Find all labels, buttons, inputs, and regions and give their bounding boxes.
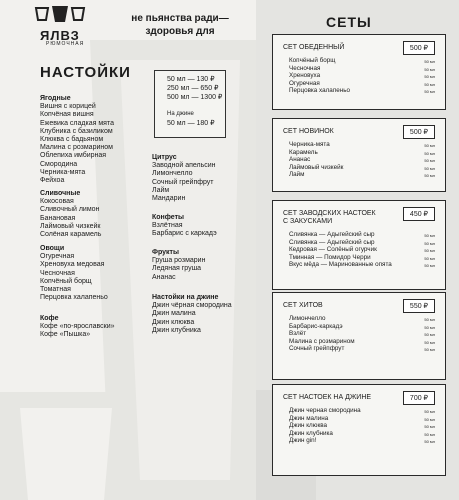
set-item-volume: 50 мл xyxy=(424,263,435,269)
set-item-volume: 50 мл xyxy=(424,81,435,87)
set-card xyxy=(272,384,446,476)
set-item: Сливянка — Адыгейский сыр 50 мл xyxy=(289,238,435,246)
brand-subtitle: РЮМОЧНАЯ xyxy=(46,41,85,47)
set-item-volume: 50 мл xyxy=(424,431,435,437)
category-item: Банановая xyxy=(40,214,76,222)
set-item: Сливянка — Адыгейский сыр 50 мл xyxy=(289,231,435,238)
category-item: Кокосовая xyxy=(40,198,74,206)
set-item: Сочный грейпфрут 50 мл xyxy=(289,345,435,353)
category-item: Заводной апельсин xyxy=(152,162,216,170)
category-item: Сливочный лимон xyxy=(40,206,100,214)
set-title: СЕТ ОБЕДЕННЫЙ xyxy=(283,44,345,51)
set-item-volume: 50 мл xyxy=(424,424,435,430)
set-item: Огуречная 50 мл xyxy=(289,79,435,87)
set-items xyxy=(289,57,435,95)
set-item: Тминная — Помидор Черри 50 мл xyxy=(289,253,435,261)
category-item: Малина с розмарином xyxy=(40,144,113,152)
set-title: СЕТ ХИТОВ xyxy=(283,302,323,309)
category-item: Облепиха имбирная xyxy=(40,152,107,160)
set-item: Кедровая — Солёный огурчик 50 мл xyxy=(289,246,435,254)
sets-title: СЕТЫ xyxy=(326,14,372,30)
set-item-volume: 50 мл xyxy=(424,416,435,422)
set-item-volume: 50 мл xyxy=(424,324,435,330)
logo xyxy=(12,6,112,50)
category-item: Клюква с бадьяном xyxy=(40,136,104,144)
category-title: Кофе xyxy=(40,315,59,322)
category-item: Копчёный борщ xyxy=(40,277,92,285)
category-item: Кофе «Пышка» xyxy=(40,331,91,339)
set-price: 500 ₽ xyxy=(403,41,435,55)
price-box: 50 мл — 130 ₽ 250 мл — 650 ₽ 500 мл — 1300 ₽ На джине 50 мл — 180 ₽ xyxy=(154,70,226,138)
category-item: Чесночная xyxy=(40,269,75,277)
category-item: Взлётная xyxy=(152,222,183,230)
set-item: Хреновуха 50 мл xyxy=(289,72,435,80)
set-item-volume: 50 мл xyxy=(424,165,435,171)
set-item-volume: 50 мл xyxy=(424,233,435,238)
set-price: 450 ₽ xyxy=(403,207,435,221)
category-item: Ананас xyxy=(152,273,176,281)
set-items xyxy=(289,315,435,353)
category-7 xyxy=(152,294,232,335)
category-2 xyxy=(40,245,108,302)
category-item: Черника-мята xyxy=(40,168,86,176)
category-item: Клубника с базиликом xyxy=(40,127,113,135)
set-items xyxy=(289,141,435,179)
set-item-volume: 50 мл xyxy=(424,158,435,164)
set-item-volume: 50 мл xyxy=(424,409,435,414)
set-item: Перцовка халапеньо 50 мл xyxy=(289,87,435,95)
set-item-volume: 50 мл xyxy=(424,332,435,338)
category-item: Огуречная xyxy=(40,253,75,261)
set-items xyxy=(289,231,435,269)
corner-decoration xyxy=(0,392,130,500)
set-item-volume: 50 мл xyxy=(424,240,435,246)
category-item: Джин клубника xyxy=(152,326,201,334)
set-title: СЕТ НАСТОЕК НА ДЖИНЕ xyxy=(283,394,372,401)
set-card xyxy=(272,34,446,110)
set-item: Ананас 50 мл xyxy=(289,156,435,164)
logo-glasses-icon xyxy=(34,6,94,28)
category-item: Джин клюква xyxy=(152,318,195,326)
set-item: Барбарис-каркадэ 50 мл xyxy=(289,322,435,330)
set-item: Лаймовый чизкейк 50 мл xyxy=(289,163,435,171)
set-item: Лимончелло 50 мл xyxy=(289,315,435,322)
category-item: Томатная xyxy=(40,286,71,294)
set-item-volume: 50 мл xyxy=(424,317,435,322)
category-item: Ледяная груша xyxy=(152,265,202,273)
category-item: Лимончелло xyxy=(152,170,193,178)
category-item: Смородина xyxy=(40,160,78,168)
set-card xyxy=(272,292,446,380)
set-card xyxy=(272,118,446,192)
set-item-volume: 50 мл xyxy=(424,255,435,261)
category-item: Джин чёрная смородина xyxy=(152,302,232,310)
set-item-volume: 50 мл xyxy=(424,439,435,445)
set-item-volume: 50 мл xyxy=(424,339,435,345)
category-item: Фейхоа xyxy=(40,177,65,185)
category-item: Груша розмарин xyxy=(152,257,206,265)
set-price: 500 ₽ xyxy=(403,125,435,139)
category-item: Копчёная вишня xyxy=(40,111,94,119)
set-item-volume: 50 мл xyxy=(424,66,435,72)
category-title: Конфеты xyxy=(152,214,185,221)
category-3 xyxy=(40,315,115,340)
set-item: Взлёт 50 мл xyxy=(289,330,435,338)
set-item: Копчёный борщ 50 мл xyxy=(289,57,435,64)
set-item: Джин малина 50 мл xyxy=(289,414,435,422)
category-item: Вишня с корицей xyxy=(40,103,96,111)
category-6 xyxy=(152,249,205,282)
category-item: Лайм xyxy=(152,186,170,194)
category-1 xyxy=(40,190,101,239)
brand-name: ЯЛВЗ xyxy=(40,28,80,43)
set-item-volume: 50 мл xyxy=(424,74,435,80)
set-item-volume: 50 мл xyxy=(424,173,435,179)
section-title: НАСТОЙКИ xyxy=(40,64,131,81)
category-item: Кофе «по-ярославски» xyxy=(40,323,115,331)
category-4 xyxy=(152,154,216,203)
set-item-volume: 50 мл xyxy=(424,347,435,353)
set-item: Малина с розмарином 50 мл xyxy=(289,337,435,345)
set-item: Чесночная 50 мл xyxy=(289,64,435,72)
category-item: Хреновуха медовая xyxy=(40,261,105,269)
category-5 xyxy=(152,214,217,239)
category-item: Лаймовый чизкейк xyxy=(40,222,101,230)
set-title: СЕТ НОВИНОК xyxy=(283,128,334,135)
set-price: 700 ₽ xyxy=(403,391,435,405)
set-item: Карамель 50 мл xyxy=(289,148,435,156)
set-item: Джин gin! 50 мл xyxy=(289,437,435,445)
set-price: 550 ₽ xyxy=(403,299,435,313)
category-title: Сливочные xyxy=(40,190,81,197)
set-item: Лайм 50 мл xyxy=(289,171,435,179)
category-item: Ежевика сладкая мята xyxy=(40,119,114,127)
category-0 xyxy=(40,95,114,185)
set-item-volume: 50 мл xyxy=(424,248,435,254)
set-item-volume: 50 мл xyxy=(424,150,435,156)
category-item: Сочный грейпфрут xyxy=(152,178,214,186)
set-title: СЕТ ЗАВОДСКИХ НАСТОЕК С ЗАКУСКАМИ xyxy=(283,210,376,225)
set-item: Джин черная смородина 50 мл xyxy=(289,407,435,414)
set-item-volume: 50 мл xyxy=(424,59,435,64)
category-item: Перцовка халапеньо xyxy=(40,294,108,302)
set-item: Джин клубника 50 мл xyxy=(289,429,435,437)
set-item-volume: 50 мл xyxy=(424,143,435,148)
category-item: Барбарис с каркадэ xyxy=(152,230,217,238)
category-title: Фрукты xyxy=(152,249,179,256)
category-title: Овощи xyxy=(40,245,65,252)
category-title: Настойки на джине xyxy=(152,294,219,301)
category-title: Ягодные xyxy=(40,95,71,102)
category-item: Солёная карамель xyxy=(40,231,102,239)
set-item: Черника-мята 50 мл xyxy=(289,141,435,148)
category-title: Цитрус xyxy=(152,154,177,161)
set-card xyxy=(272,200,446,290)
set-item: Вкус мёда — Маринованные опята 50 мл xyxy=(289,261,435,269)
category-item: Джин малина xyxy=(152,310,196,318)
set-item: Джин клюква 50 мл xyxy=(289,422,435,430)
set-item-volume: 50 мл xyxy=(424,89,435,95)
category-item: Мандарин xyxy=(152,195,186,203)
tagline: не пьянства ради— здоровья для xyxy=(131,13,229,37)
set-items xyxy=(289,407,435,445)
